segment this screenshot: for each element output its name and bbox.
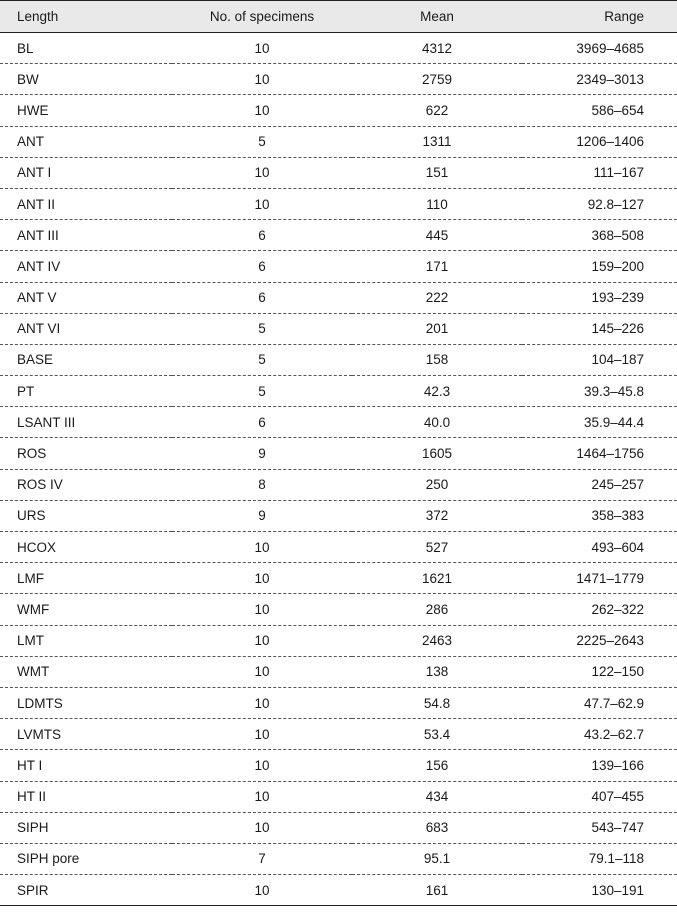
table-row [0, 532, 677, 563]
cell-length: ANT IV [0, 251, 172, 282]
table-row [0, 500, 677, 531]
cell-mean: 622 [352, 95, 522, 126]
cell-specimens: 9 [172, 500, 352, 531]
table-row [0, 750, 677, 781]
cell-mean: 250 [352, 469, 522, 500]
cell-mean: 434 [352, 781, 522, 812]
cell-mean: 95.1 [352, 843, 522, 874]
cell-length: LSANT III [0, 407, 172, 438]
cell-range: 193–239 [522, 282, 677, 313]
cell-specimens: 10 [172, 64, 352, 95]
cell-length: SIPH [0, 812, 172, 843]
table-row [0, 376, 677, 407]
table-row [0, 64, 677, 95]
cell-specimens: 6 [172, 220, 352, 251]
cell-mean: 4312 [352, 33, 522, 64]
cell-mean: 286 [352, 594, 522, 625]
cell-mean: 1311 [352, 126, 522, 157]
cell-range: 493–604 [522, 532, 677, 563]
cell-specimens: 5 [172, 126, 352, 157]
table-row [0, 407, 677, 438]
cell-mean: 2759 [352, 64, 522, 95]
cell-length: ANT VI [0, 313, 172, 344]
cell-mean: 171 [352, 251, 522, 282]
table-header [0, 1, 677, 33]
cell-range: 1464–1756 [522, 438, 677, 469]
cell-range: 358–383 [522, 500, 677, 531]
cell-mean: 161 [352, 875, 522, 906]
cell-specimens: 10 [172, 812, 352, 843]
cell-mean: 151 [352, 157, 522, 188]
table-row [0, 812, 677, 843]
cell-mean: 1621 [352, 563, 522, 594]
table-row [0, 95, 677, 126]
cell-length: HCOX [0, 532, 172, 563]
table-row [0, 875, 677, 906]
cell-length: WMT [0, 656, 172, 687]
cell-range: 543–747 [522, 812, 677, 843]
cell-length: ANT V [0, 282, 172, 313]
cell-length: ANT II [0, 188, 172, 219]
cell-specimens: 6 [172, 282, 352, 313]
cell-length: SPIR [0, 875, 172, 906]
table-row [0, 843, 677, 874]
cell-specimens: 9 [172, 438, 352, 469]
cell-specimens: 10 [172, 750, 352, 781]
cell-range: 2225–2643 [522, 625, 677, 656]
cell-range: 79.1–118 [522, 843, 677, 874]
cell-specimens: 10 [172, 719, 352, 750]
cell-range: 39.3–45.8 [522, 376, 677, 407]
cell-specimens: 7 [172, 843, 352, 874]
table-row [0, 781, 677, 812]
cell-specimens: 10 [172, 594, 352, 625]
cell-length: ROS IV [0, 469, 172, 500]
cell-range: 145–226 [522, 313, 677, 344]
cell-specimens: 10 [172, 33, 352, 64]
cell-range: 3969–4685 [522, 33, 677, 64]
cell-mean: 53.4 [352, 719, 522, 750]
cell-specimens: 5 [172, 313, 352, 344]
cell-length: LVMTS [0, 719, 172, 750]
cell-range: 2349–3013 [522, 64, 677, 95]
cell-mean: 222 [352, 282, 522, 313]
cell-mean: 40.0 [352, 407, 522, 438]
cell-length: LMF [0, 563, 172, 594]
cell-range: 159–200 [522, 251, 677, 282]
table-row [0, 594, 677, 625]
cell-length: LMT [0, 625, 172, 656]
cell-mean: 445 [352, 220, 522, 251]
table-row [0, 220, 677, 251]
cell-length: BW [0, 64, 172, 95]
cell-specimens: 10 [172, 781, 352, 812]
cell-length: HT II [0, 781, 172, 812]
cell-specimens: 5 [172, 376, 352, 407]
cell-mean: 158 [352, 344, 522, 375]
cell-mean: 42.3 [352, 376, 522, 407]
cell-specimens: 10 [172, 532, 352, 563]
cell-range: 1206–1406 [522, 126, 677, 157]
table-body [0, 33, 677, 906]
cell-mean: 2463 [352, 625, 522, 656]
cell-range: 368–508 [522, 220, 677, 251]
header-length: Length [0, 1, 172, 33]
cell-mean: 54.8 [352, 687, 522, 718]
cell-specimens: 10 [172, 875, 352, 906]
cell-mean: 527 [352, 532, 522, 563]
cell-range: 262–322 [522, 594, 677, 625]
table-row [0, 251, 677, 282]
cell-range: 122–150 [522, 656, 677, 687]
cell-mean: 138 [352, 656, 522, 687]
table-row [0, 625, 677, 656]
table-row [0, 33, 677, 64]
cell-specimens: 6 [172, 251, 352, 282]
cell-length: PT [0, 376, 172, 407]
table-row [0, 656, 677, 687]
cell-length: HWE [0, 95, 172, 126]
table-row [0, 687, 677, 718]
cell-length: ANT III [0, 220, 172, 251]
header-row [0, 1, 677, 33]
cell-mean: 683 [352, 812, 522, 843]
cell-specimens: 6 [172, 407, 352, 438]
cell-length: WMF [0, 594, 172, 625]
table-row [0, 719, 677, 750]
cell-specimens: 10 [172, 656, 352, 687]
cell-specimens: 10 [172, 95, 352, 126]
cell-specimens: 10 [172, 625, 352, 656]
cell-mean: 110 [352, 188, 522, 219]
header-mean: Mean [352, 1, 522, 33]
cell-mean: 156 [352, 750, 522, 781]
cell-range: 92.8–127 [522, 188, 677, 219]
cell-range: 407–455 [522, 781, 677, 812]
cell-length: BL [0, 33, 172, 64]
table-row [0, 469, 677, 500]
cell-length: ROS [0, 438, 172, 469]
table-row [0, 188, 677, 219]
cell-specimens: 10 [172, 563, 352, 594]
table-row [0, 344, 677, 375]
cell-length: HT I [0, 750, 172, 781]
cell-range: 139–166 [522, 750, 677, 781]
cell-specimens: 10 [172, 157, 352, 188]
cell-specimens: 10 [172, 687, 352, 718]
cell-specimens: 5 [172, 344, 352, 375]
cell-range: 43.2–62.7 [522, 719, 677, 750]
cell-range: 586–654 [522, 95, 677, 126]
cell-length: URS [0, 500, 172, 531]
cell-range: 104–187 [522, 344, 677, 375]
cell-length: BASE [0, 344, 172, 375]
cell-mean: 201 [352, 313, 522, 344]
cell-range: 130–191 [522, 875, 677, 906]
table-row [0, 282, 677, 313]
cell-range: 111–167 [522, 157, 677, 188]
cell-length: ANT [0, 126, 172, 157]
table-row [0, 563, 677, 594]
cell-range: 35.9–44.4 [522, 407, 677, 438]
cell-length: SIPH pore [0, 843, 172, 874]
cell-mean: 1605 [352, 438, 522, 469]
table-row [0, 313, 677, 344]
cell-range: 1471–1779 [522, 563, 677, 594]
table-row [0, 126, 677, 157]
table-row [0, 438, 677, 469]
header-range: Range [522, 1, 677, 33]
table-row [0, 157, 677, 188]
cell-specimens: 8 [172, 469, 352, 500]
cell-length: ANT I [0, 157, 172, 188]
header-specimens: No. of specimens [172, 1, 352, 33]
cell-mean: 372 [352, 500, 522, 531]
cell-length: LDMTS [0, 687, 172, 718]
cell-specimens: 10 [172, 188, 352, 219]
cell-range: 47.7–62.9 [522, 687, 677, 718]
cell-range: 245–257 [522, 469, 677, 500]
